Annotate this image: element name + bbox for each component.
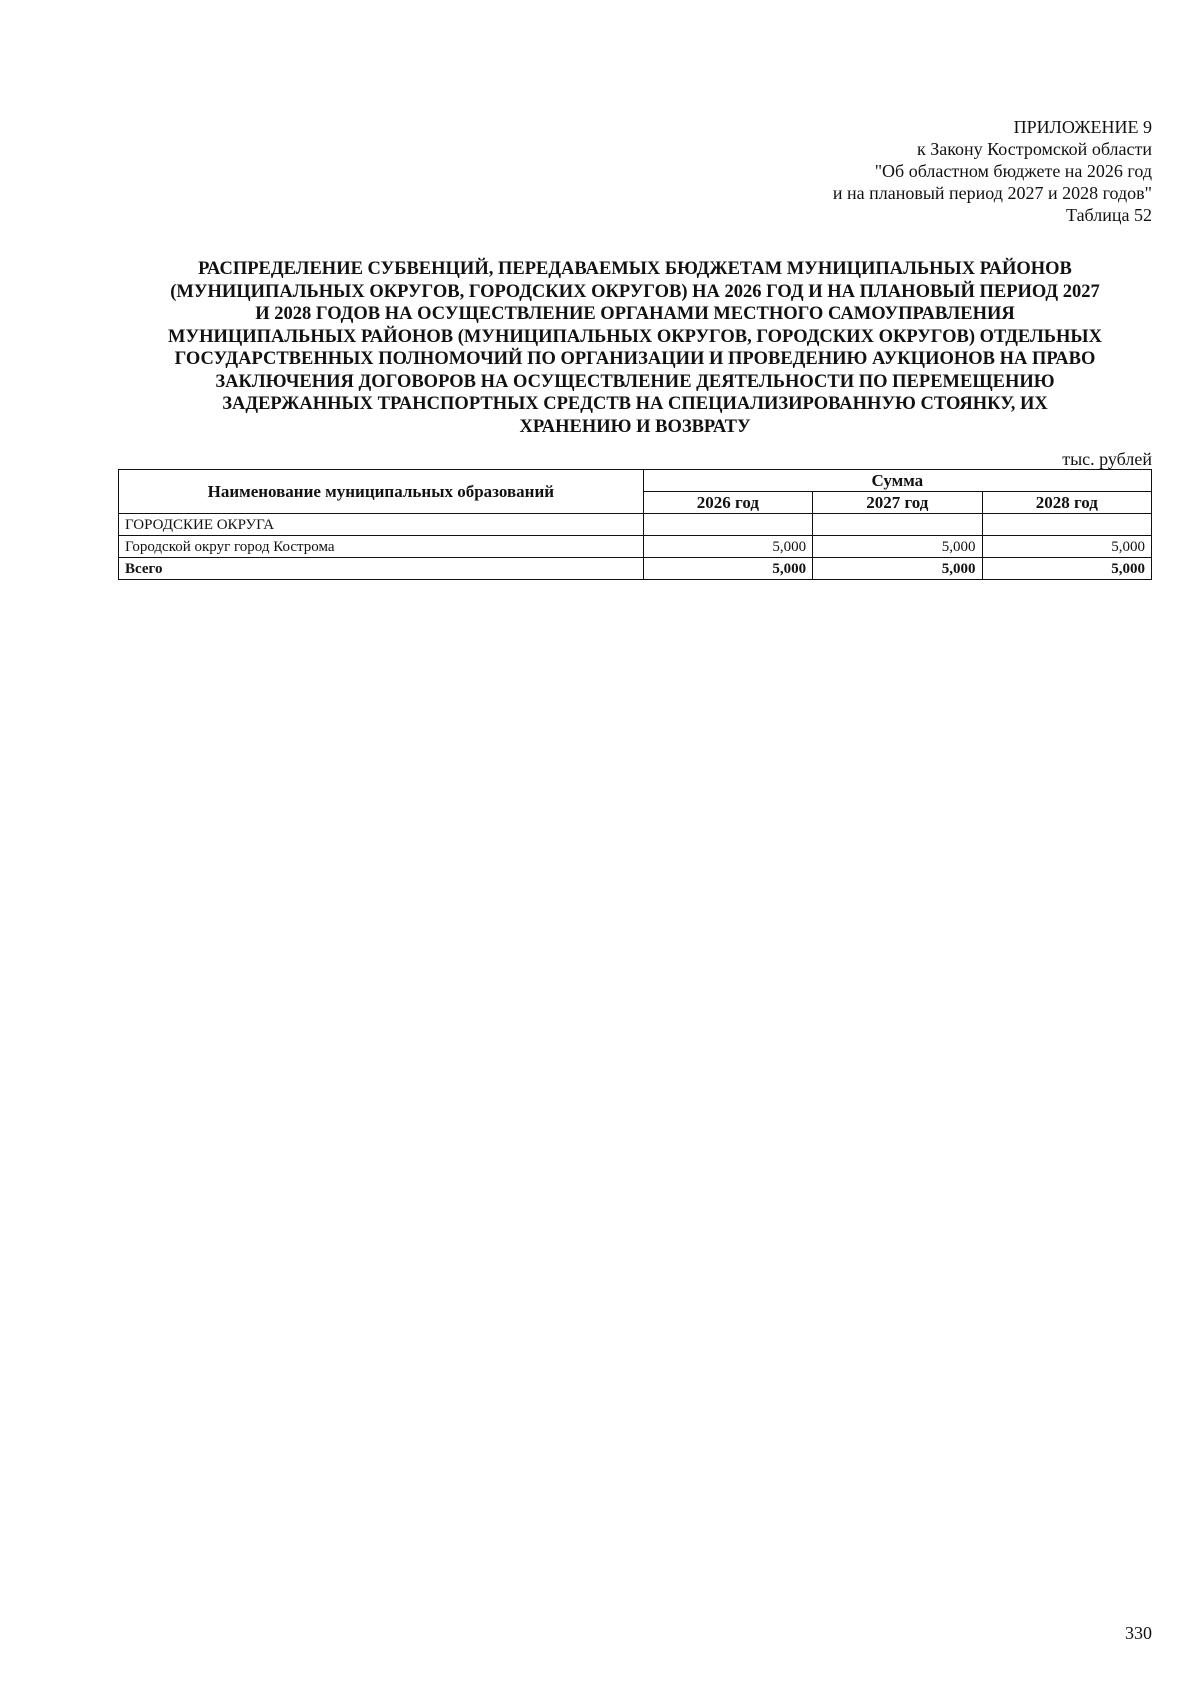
title-line: ХРАНЕНИЮ И ВОЗВРАТУ (519, 416, 751, 437)
group-label: ГОРОДСКИЕ ОКРУГА (119, 514, 644, 536)
table-header-row (119, 470, 1152, 492)
total-row (119, 558, 1152, 580)
title-line: ЗАДЕРЖАННЫХ ТРАНСПОРТНЫХ СРЕДСТВ НА СПЕЦИАЛИЗИРОВАННУЮ СТОЯНКУ, ИХ (222, 394, 1048, 414)
name-column-header: Наименование муниципальных образований (119, 470, 644, 514)
value-2027: 5,000 (813, 536, 982, 558)
total-2026: 5,000 (643, 558, 812, 580)
title-line: МУНИЦИПАЛЬНЫХ РАЙОНОВ (МУНИЦИПАЛЬНЫХ ОКРУГОВ, ГОРОДСКИХ ОКРУГОВ) ОТДЕЛЬНЫХ (168, 326, 1102, 347)
table-label: Таблица 52 (1066, 205, 1152, 225)
appendix-number: ПРИЛОЖЕНИЕ 9 (1013, 117, 1152, 137)
title-line: ГОСУДАРСТВЕННЫХ ПОЛНОМОЧИЙ ПО ОРГАНИЗАЦИИ И ПРОВЕДЕНИЮ АУКЦИОНОВ НА ПРАВО (174, 349, 1096, 369)
table-row (119, 536, 1152, 558)
title-line: И 2028 ГОДОВ НА ОСУЩЕСТВЛЕНИЕ ОРГАНАМИ МЕСТНОГО САМОУПРАВЛЕНИЯ (255, 304, 1015, 324)
year-header-2028: 2028 год (982, 492, 1151, 514)
document-title (118, 258, 1152, 438)
group-row (119, 514, 1152, 536)
units-label: тыс. рублей (1062, 449, 1152, 469)
subvention-table (118, 469, 1152, 580)
sum-column-header: Сумма (643, 470, 1151, 492)
law-reference: к Закону Костромской области (916, 139, 1152, 159)
empty-cell (813, 514, 982, 536)
title-line: (МУНИЦИПАЛЬНЫХ ОКРУГОВ, ГОРОДСКИХ ОКРУГОВ) НА 2026 ГОД И НА ПЛАНОВЫЙ ПЕРИОД 2027 (170, 281, 1100, 302)
municipality-name: Городской округ город Кострома (119, 536, 644, 558)
title-line: РАСПРЕДЕЛЕНИЕ СУБВЕНЦИЙ, ПЕРЕДАВАЕМЫХ БЮДЖЕТАМ МУНИЦИПАЛЬНЫХ РАЙОНОВ (198, 259, 1072, 279)
total-label: Всего (119, 558, 644, 580)
page-number: 330 (1125, 1623, 1152, 1643)
value-2028: 5,000 (982, 536, 1151, 558)
year-header-2027: 2027 год (813, 492, 982, 514)
value-2026: 5,000 (643, 536, 812, 558)
total-2027: 5,000 (813, 558, 982, 580)
total-2028: 5,000 (982, 558, 1151, 580)
appendix-header (833, 116, 1152, 226)
law-period: и на плановый период 2027 и 2028 годов" (832, 183, 1152, 203)
empty-cell (982, 514, 1151, 536)
empty-cell (643, 514, 812, 536)
title-line: ЗАКЛЮЧЕНИЯ ДОГОВОРОВ НА ОСУЩЕСТВЛЕНИЕ ДЕЯТЕЛЬНОСТИ ПО ПЕРЕМЕЩЕНИЮ (215, 371, 1055, 392)
law-title: "Об областном бюджете на 2026 год (874, 161, 1152, 181)
year-header-2026: 2026 год (643, 492, 812, 514)
